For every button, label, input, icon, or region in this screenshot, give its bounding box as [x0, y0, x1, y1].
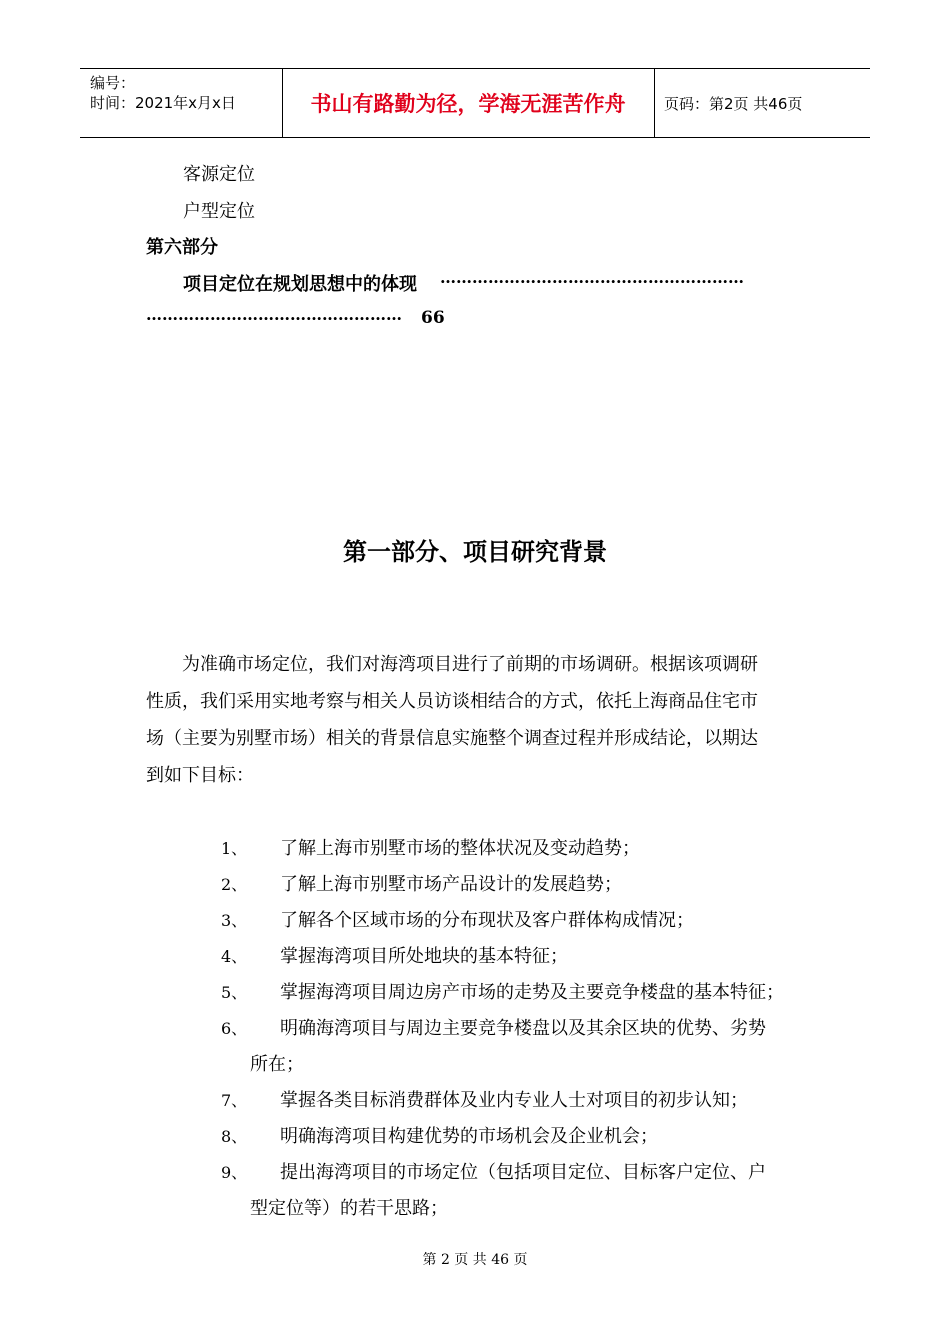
header-page-info: 页码：第2页 共46页 [664, 95, 803, 113]
toc-item-unit: 户型定位 [183, 201, 255, 222]
toc-part6-label: 第六部分 [146, 237, 218, 258]
goal-text: 掌握海湾项目周边房产市场的走势及主要竞争楼盘的基本特征； [280, 982, 784, 1003]
header-slogan: 书山有路勤为径，学海无涯苦作舟 [310, 92, 626, 116]
goal-text: 明确海湾项目与周边主要竞争楼盘以及其余区块的优势、劣势 [280, 1018, 766, 1039]
toc-leader-dots: ………………………………………………… [440, 268, 744, 287]
goal-number: 7、 [221, 1091, 248, 1110]
goal-number: 8、 [221, 1127, 248, 1146]
header-divider [654, 69, 655, 137]
toc-page-number: 66 [421, 308, 445, 328]
goal-text: 了解各个区域市场的分布现状及客户群体构成情况； [280, 910, 694, 931]
intro-line: 为准确市场定位，我们对海湾项目进行了前期的市场调研。根据该项调研 [182, 654, 758, 675]
goal-text-continued: 型定位等）的若干思路； [250, 1198, 448, 1219]
goal-text: 掌握海湾项目所处地块的基本特征； [280, 946, 568, 967]
goal-text: 了解上海市别墅市场的整体状况及变动趋势； [280, 838, 640, 859]
code-label: 编号： [90, 74, 136, 92]
intro-paragraph [146, 646, 806, 794]
goal-text: 了解上海市别墅市场产品设计的发展趋势； [280, 874, 622, 895]
section-title: 第一部分、项目研究背景 [343, 537, 607, 566]
time-label: 时间：2021年x月x日 [90, 94, 236, 112]
goal-number: 5、 [221, 983, 248, 1002]
goal-number: 1、 [221, 839, 248, 858]
page-header [80, 68, 870, 138]
goal-text-continued: 所在； [250, 1054, 304, 1075]
goal-text: 提出海湾项目的市场定位（包括项目定位、目标客户定位、户 [280, 1162, 766, 1183]
goal-number: 6、 [221, 1019, 248, 1038]
page-footer: 第 2 页 共 46 页 [422, 1252, 528, 1268]
toc-part6-entry: 项目定位在规划思想中的体现 [183, 274, 417, 295]
goal-text: 掌握各类目标消费群体及业内专业人士对项目的初步认知； [280, 1090, 748, 1111]
goal-text: 明确海湾项目构建优势的市场机会及企业机会； [280, 1126, 658, 1147]
header-meta [90, 73, 236, 113]
intro-line: 场（主要为别墅市场）相关的背景信息实施整个调查过程并形成结论，以期达 [146, 728, 758, 749]
goal-number: 3、 [221, 911, 248, 930]
intro-line: 到如下目标： [146, 765, 254, 786]
toc-leader-dots: ………………………………………… [146, 305, 402, 324]
intro-line: 性质，我们采用实地考察与相关人员访谈相结合的方式，依托上海商品住宅市 [146, 691, 758, 712]
toc-item-customer: 客源定位 [183, 164, 255, 185]
goal-number: 2、 [221, 875, 248, 894]
goal-number: 4、 [221, 947, 248, 966]
goal-number: 9、 [221, 1163, 248, 1182]
